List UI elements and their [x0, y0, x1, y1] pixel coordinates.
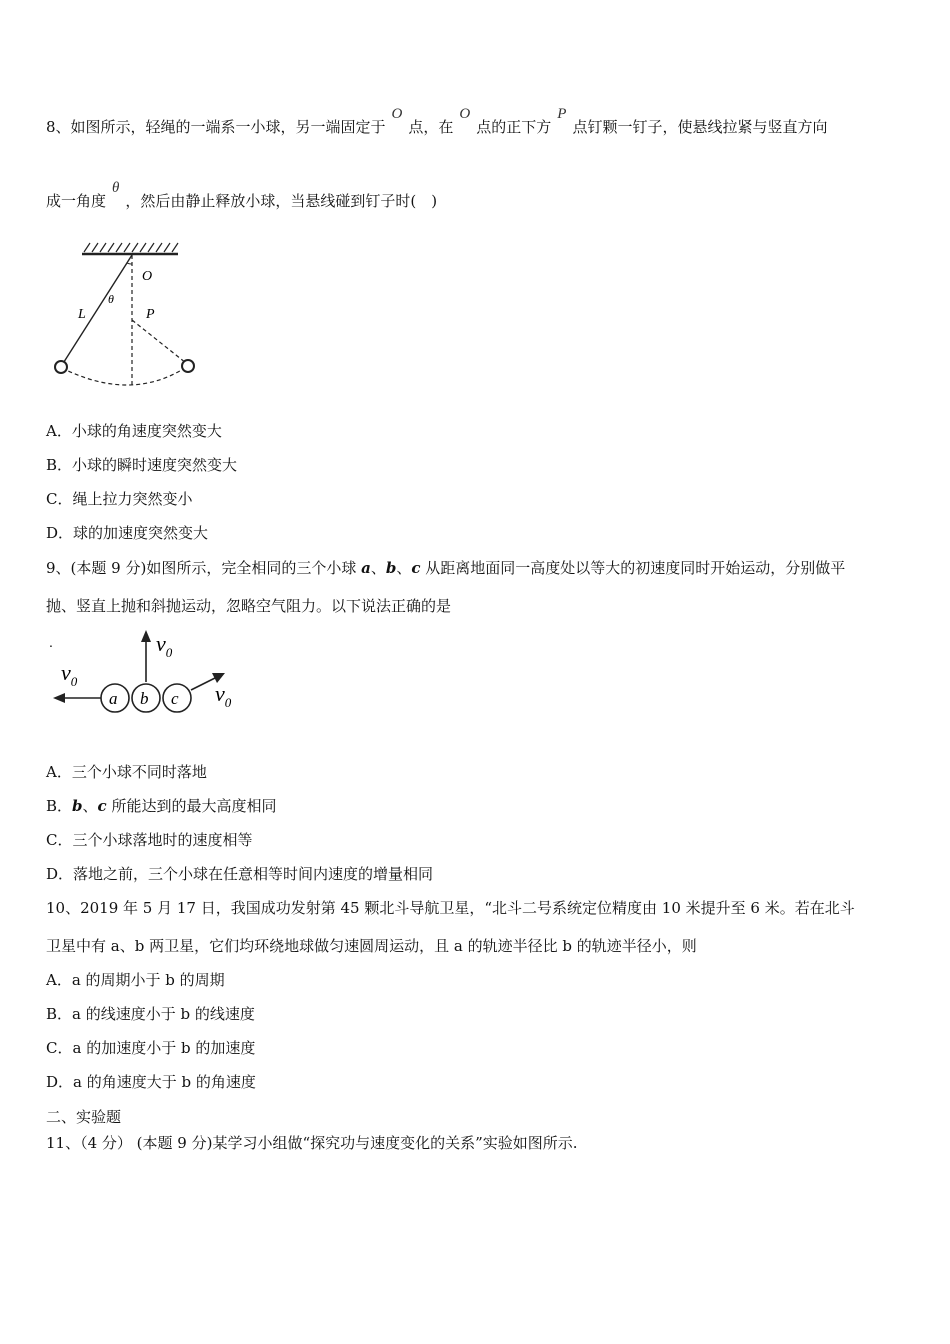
- q8-option-a: A．小球的角速度突然变大: [46, 422, 222, 440]
- q10-stem-line2: 卫星中有 a、b 两卫星，它们均环绕地球做匀速圆周运动，且 a 的轨迹半径比 b 的轨迹半径小，则: [46, 937, 697, 955]
- q9-option-b-sep: 、: [82, 797, 98, 815]
- v0-label-a: $v_0$: [61, 660, 78, 689]
- q8-symbol-p: P: [557, 106, 567, 122]
- arrow-b-head: [141, 630, 151, 642]
- label-o: O: [142, 269, 153, 284]
- q8-option-d: D．球的加速度突然变大: [46, 524, 209, 542]
- q10-option-a: A．a 的周期小于 b 的周期: [46, 971, 225, 989]
- string-after-peg: [132, 320, 186, 363]
- q9-option-a: A．三个小球不同时落地: [46, 763, 207, 781]
- q9-sep-1: 、: [370, 559, 386, 577]
- q8-text-1: 8、如图所示，轻绳的一端系一小球，另一端固定于: [46, 118, 386, 136]
- q9-stem-line1: [46, 557, 845, 578]
- figure-dot: ·: [49, 640, 53, 655]
- string-line: [62, 255, 132, 365]
- swing-path: [62, 366, 188, 385]
- ball-left: [55, 361, 67, 373]
- q8-symbol-o2: O: [459, 106, 471, 122]
- ball-c-label: c: [171, 689, 179, 708]
- q9-option-b-prefix: B．: [46, 797, 73, 815]
- q9-option-b: [46, 795, 276, 816]
- q10-stem-line1: 10、2019 年 5 月 17 日，我国成功发射第 45 颗北斗导航卫星，“北斗二号系统定位精度由 10 米提升至 6 米。若在北斗: [46, 899, 855, 917]
- ball-right: [182, 360, 194, 372]
- q8-stem-line2: [46, 180, 438, 211]
- q8-text-5: 成一角度: [46, 192, 107, 210]
- pendulum-figure: [50, 238, 210, 393]
- q8-stem-line1: [46, 106, 828, 137]
- label-theta: θ: [108, 292, 114, 306]
- q8-option-b: B．小球的瞬时速度突然变大: [46, 456, 238, 474]
- q9-option-b-var-c: c: [97, 797, 107, 815]
- balls-figure: [45, 625, 245, 720]
- q9-var-a: a: [361, 559, 371, 577]
- v0-label-c: $v_0$: [215, 681, 232, 710]
- q8-text-2: 点，在: [408, 118, 454, 136]
- label-p: P: [146, 307, 155, 322]
- ceiling-hatch: [84, 243, 178, 252]
- q9-text-2: 从距离地面同一高度处以等大的初速度同时开始运动，分别做平: [420, 559, 846, 577]
- q9-option-d: D．落地之前，三个小球在任意相等时间内速度的增量相同: [46, 865, 434, 883]
- q9-sep-2: 、: [396, 559, 412, 577]
- theta-arc: [127, 263, 132, 264]
- q9-text-1: 9、(本题 9 分)如图所示，完全相同的三个小球: [46, 559, 362, 577]
- label-l: L: [78, 307, 86, 322]
- q8-symbol-o: O: [391, 106, 403, 122]
- q9-option-c: C．三个小球落地时的速度相等: [46, 831, 253, 849]
- q9-stem-line2: 抛、竖直上抛和斜抛运动，忽略空气阻力。以下说法正确的是: [46, 597, 452, 615]
- q9-var-c: c: [411, 559, 421, 577]
- q8-text-3: 点的正下方: [476, 118, 552, 136]
- q9-var-b: b: [385, 559, 397, 577]
- q10-option-d: D．a 的角速度大于 b 的角速度: [46, 1073, 256, 1091]
- q8-text-6: ，然后由静止释放小球，当悬线碰到钉子时( ): [125, 192, 438, 210]
- q8-option-c: C．绳上拉力突然变小: [46, 490, 193, 508]
- q8-symbol-theta: θ: [112, 180, 120, 196]
- ball-b-label: b: [140, 689, 149, 708]
- q11-stem: 11、（4 分） (本题 9 分)某学习小组做“探究功与速度变化的关系”实验如图所示.: [46, 1134, 578, 1152]
- ball-a-label: a: [109, 689, 118, 708]
- section-heading: 二、实验题: [46, 1108, 122, 1126]
- q8-text-4: 点钉颗一钉子，使悬线拉紧与竖直方向: [572, 118, 828, 136]
- q10-option-b: B．a 的线速度小于 b 的线速度: [46, 1005, 255, 1023]
- q9-option-b-var-b: b: [72, 797, 83, 815]
- arrow-a-head: [53, 693, 65, 703]
- v0-label-b: $v_0$: [156, 631, 173, 660]
- q9-option-b-text: 所能达到的最大高度相同: [106, 797, 277, 815]
- q10-option-c: C．a 的加速度小于 b 的加速度: [46, 1039, 256, 1057]
